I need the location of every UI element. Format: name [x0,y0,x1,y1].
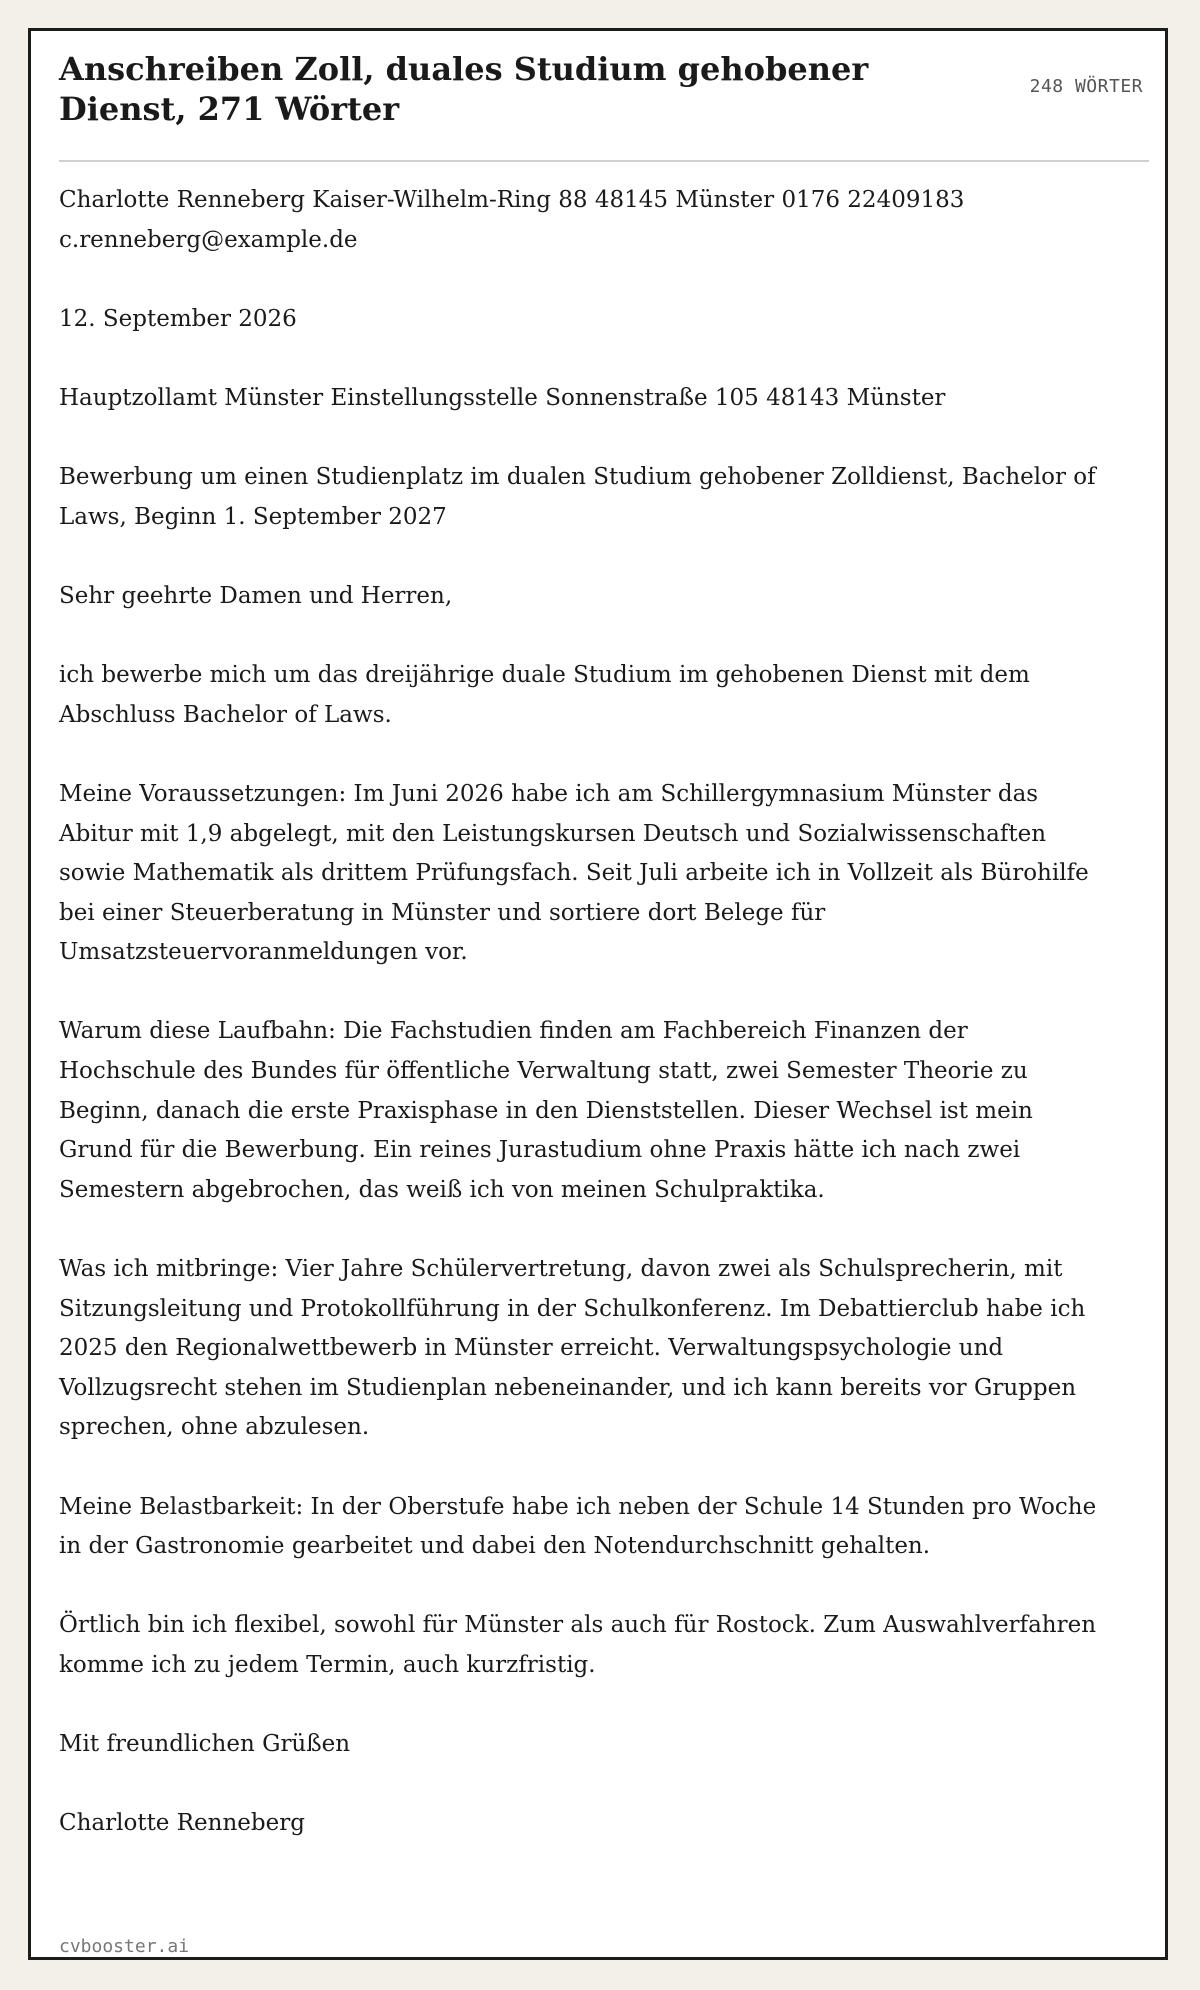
brand-footer: cvbooster.ai [59,1936,190,1957]
recipient-block: Hauptzollamt Münster Einstellungsstelle Sonnenstraße 105 48143 Münster [59,384,946,411]
document-header [59,49,1143,129]
salutation: Sehr geehrte Damen und Herren, [59,582,453,609]
document-title: Anschreiben Zoll, duales Studium gehobener Dienst, 271 Wörter [59,50,869,128]
word-count-badge: 248 WÖRTER [1029,76,1143,97]
letter-date: 12. September 2026 [59,305,297,332]
sender-block: Charlotte Renneberg Kaiser-Wilhelm-Ring 88 48145 Münster 0176 22409183 c.renneberg@example.de [59,187,965,253]
letter-subject: Bewerbung um einen Studienplatz im dualen Studium gehobener Zolldienst, Bachelor of Laws, Beginn 1. September 2027 [59,464,1096,530]
body-paragraph-skills: Was ich mitbringe: Vier Jahre Schülervertretung, davon zwei als Schulsprecherin, mit Sitzungsleitung und Protokollführung in der Schulkonferenz. Im Debattierclub habe ich 2025 den Regionalwettbewerb in Münster erreicht. Verwaltungspsychologie und Vollzugsrecht stehen im Studienplan nebeneinander, und ich kann bereits vor Gruppen sprechen, ohne abzulesen. [59,1256,1086,1441]
body-paragraph-requirements: Meine Voraussetzungen: Im Juni 2026 habe ich am Schillergymnasium Münster das Abitur mit 1,9 abgelegt, mit den Leistungskursen Deutsch und Sozialwissenschaften sowie Mathematik als drittem Prüfungsfach. Seit Juli arbeite ich in Vollzeit als Bürohilfe bei einer Steuerberatung in Münster und sortiere dort Belege für Umsatzsteuervoranmeldungen vor. [59,780,1089,966]
signature-name: Charlotte Renneberg [59,1810,305,1837]
body-paragraph-flexibility: Örtlich bin ich flexibel, sowohl für Münster als auch für Rostock. Zum Auswahlverfahren komme ich zu jedem Termin, auch kurzfristig. [59,1612,1097,1678]
body-paragraph-motivation: Warum diese Laufbahn: Die Fachstudien finden am Fachbereich Finanzen der Hochschule des Bundes für öffentliche Verwaltung statt, zwei Semester Theorie zu Beginn, danach die erste Praxisphase in den Dienststellen. Dieser Wechsel ist mein Grund für die Bewerbung. Ein reines Jurastudium ohne Praxis hätte ich nach zwei Semestern abgebrochen, das weiß ich von meinen Schulpraktika. [59,1018,1033,1203]
letter-card [28,28,1168,1960]
closing-line: Mit freundlichen Grüßen [59,1731,351,1758]
header-divider [59,160,1149,162]
body-paragraph-intro: ich bewerbe mich um das dreijährige duale Studium im gehobenen Dienst mit dem Abschluss Bachelor of Laws. [59,662,1030,728]
body-paragraph-resilience: Meine Belastbarkeit: In der Oberstufe habe ich neben der Schule 14 Stunden pro Woche in der Gastronomie gearbeitet und dabei den Notendurchschnitt gehalten. [59,1493,1097,1560]
letter-body [59,181,1099,1844]
